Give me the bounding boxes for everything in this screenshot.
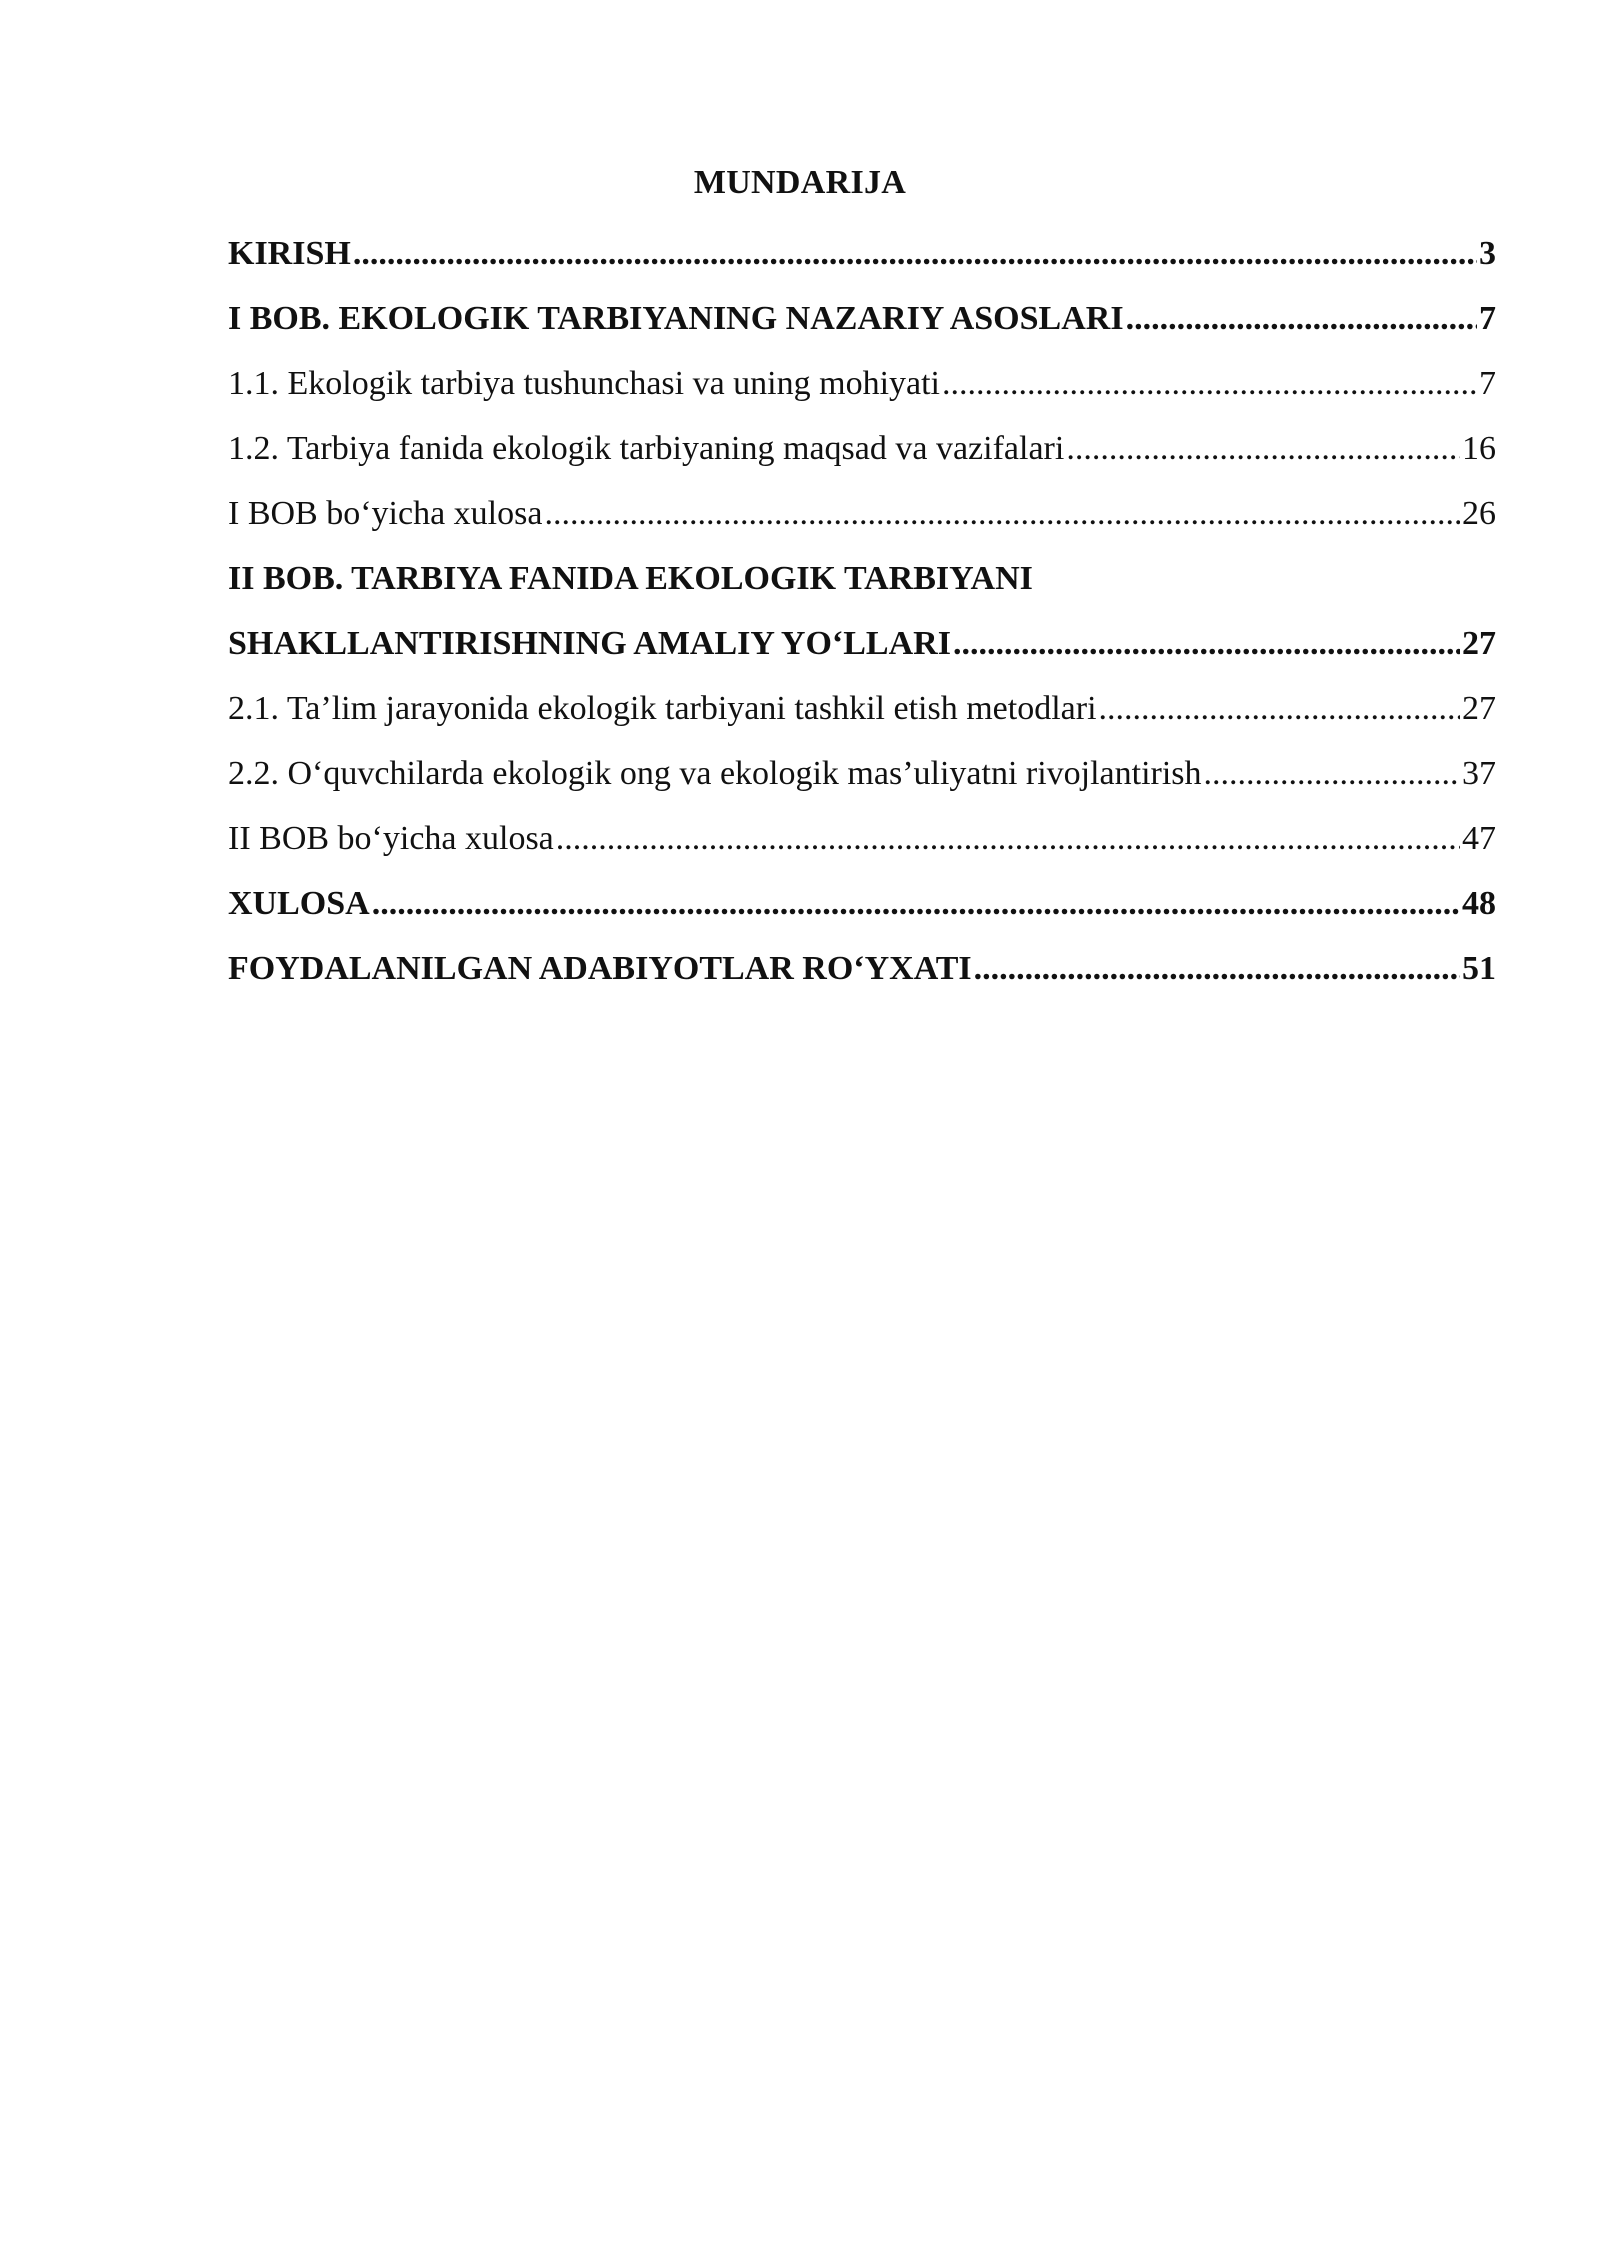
toc-entry-chapter-1[interactable] — [228, 286, 1496, 351]
toc-entry-kirish[interactable] — [228, 221, 1496, 286]
toc-entry-chapter-2-summary[interactable] — [228, 806, 1496, 871]
toc-page-number: 3 — [1479, 235, 1496, 272]
toc-page-number: 48 — [1462, 885, 1496, 922]
dot-leader — [1126, 286, 1477, 351]
dot-leader — [353, 221, 1477, 286]
dot-leader — [1204, 741, 1460, 806]
toc-entry-chapter-2-line-1[interactable] — [228, 546, 1496, 611]
dot-leader — [556, 806, 1460, 871]
toc-entry-label: FOYDALANILGAN ADABIYOTLAR RO‘YXATI — [228, 950, 972, 987]
toc-entry-label: II BOB bo‘yicha xulosa — [228, 820, 554, 857]
toc-entry-label: 2.2. O‘quvchilarda ekologik ong va ekologik mas’uliyatni rivojlantirish — [228, 755, 1202, 792]
toc-page-number: 16 — [1462, 430, 1496, 467]
toc-entry-label: SHAKLLANTIRISHNING AMALIY YO‘LLARI — [228, 625, 951, 662]
toc-page-number: 51 — [1462, 950, 1496, 987]
table-of-contents — [228, 221, 1496, 1001]
toc-entry-label: XULOSA — [228, 885, 370, 922]
toc-page-number: 26 — [1462, 495, 1496, 532]
toc-entry-label: I BOB. EKOLOGIK TARBIYANING NAZARIY ASOSLARI — [228, 300, 1124, 337]
toc-entry-label: 1.2. Tarbiya fanida ekologik tarbiyaning maqsad va vazifalari — [228, 430, 1065, 467]
dot-leader — [372, 871, 1460, 936]
toc-entry-chapter-2-line-2[interactable] — [228, 611, 1496, 676]
toc-page-number: 27 — [1462, 625, 1496, 662]
toc-entry-label: KIRISH — [228, 235, 351, 272]
toc-page-number: 7 — [1479, 365, 1496, 402]
dot-leader — [974, 936, 1460, 1001]
toc-entry-label: 2.1. Ta’lim jarayonida ekologik tarbiyani tashkil etish metodlari — [228, 690, 1097, 727]
toc-page-number: 7 — [1479, 300, 1496, 337]
toc-entry-chapter-1-summary[interactable] — [228, 481, 1496, 546]
dot-leader — [1066, 416, 1460, 481]
dot-leader — [1099, 676, 1460, 741]
toc-entry-label: I BOB bo‘yicha xulosa — [228, 495, 543, 532]
toc-page-number: 37 — [1462, 755, 1496, 792]
toc-page-number: 47 — [1462, 820, 1496, 857]
toc-page-number: 27 — [1462, 690, 1496, 727]
toc-entry-section-2-2[interactable] — [228, 741, 1496, 806]
toc-entry-section-1-2[interactable] — [228, 416, 1496, 481]
toc-entry-references[interactable] — [228, 936, 1496, 1001]
toc-title: MUNDARIJA — [693, 164, 907, 201]
dot-leader — [544, 481, 1460, 546]
toc-entry-conclusion[interactable] — [228, 871, 1496, 936]
toc-entry-label: II BOB. TARBIYA FANIDA EKOLOGIK TARBIYANI — [228, 560, 1033, 597]
dot-leader — [942, 351, 1477, 416]
dot-leader — [953, 611, 1460, 676]
toc-entry-section-1-1[interactable] — [228, 351, 1496, 416]
toc-entry-label: 1.1. Ekologik tarbiya tushunchasi va uning mohiyati — [228, 365, 941, 402]
toc-entry-section-2-1[interactable] — [228, 676, 1496, 741]
